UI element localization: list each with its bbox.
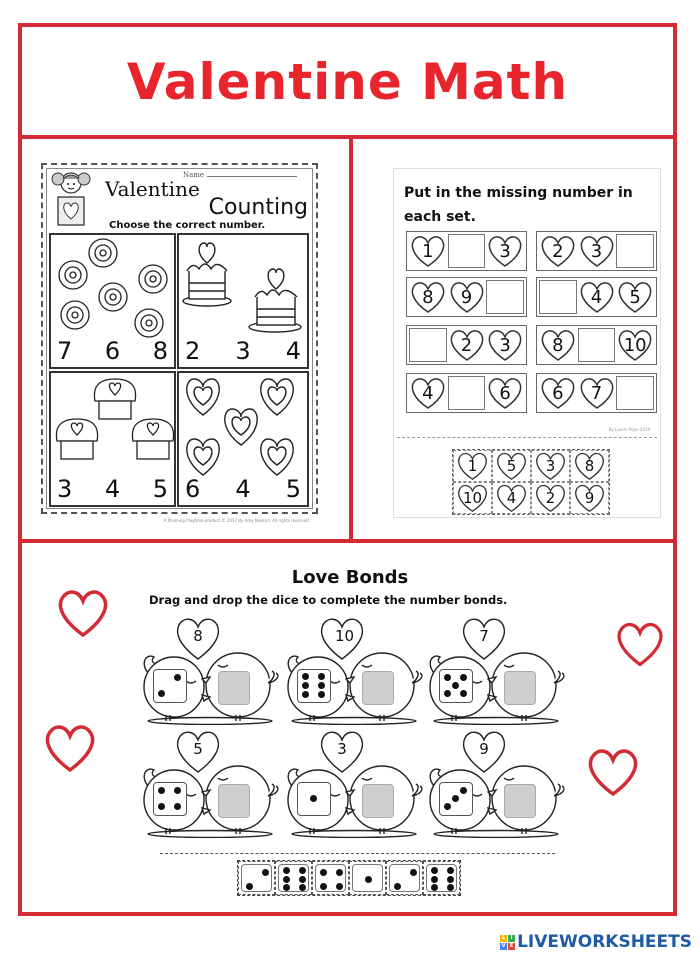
set-number: 8	[422, 286, 434, 308]
given-die	[153, 669, 187, 703]
die-pip	[302, 673, 309, 680]
heart-number	[486, 234, 524, 268]
die-pip	[460, 674, 467, 681]
draggable-number-tile[interactable]	[570, 450, 609, 482]
die-pip	[283, 884, 290, 891]
die-pip	[410, 869, 417, 876]
die-pip	[447, 876, 454, 883]
heart-number	[539, 234, 577, 268]
die-pip	[283, 876, 290, 883]
choice-number[interactable]: 2	[185, 337, 201, 365]
die-pip	[365, 876, 372, 883]
tile-number: 10	[462, 489, 483, 507]
choice-number[interactable]: 4	[235, 475, 251, 503]
number-set	[536, 325, 657, 365]
die-drop-zone[interactable]	[504, 671, 536, 705]
heart-outline-icon	[42, 722, 98, 774]
logo-letter: L	[501, 934, 506, 941]
die-drop-zone[interactable]	[504, 784, 536, 818]
page-title: Valentine Math	[126, 52, 569, 111]
dice-tray	[237, 860, 461, 896]
logo-letter: I	[508, 935, 515, 942]
number-set	[406, 231, 527, 271]
die-face	[426, 864, 457, 892]
bond-total: 5	[193, 740, 203, 758]
die-pip	[158, 803, 165, 810]
choice-number[interactable]: 3	[57, 475, 73, 503]
cut-line	[160, 853, 555, 854]
set-number: 6	[499, 382, 511, 404]
heart-number	[578, 234, 616, 268]
set-number: 8	[552, 334, 564, 356]
choice-number[interactable]: 6	[104, 337, 121, 365]
drop-box[interactable]	[539, 280, 577, 314]
logo-mark-icon	[500, 935, 515, 950]
die-pip	[447, 884, 454, 891]
die-pip	[431, 876, 438, 883]
heart-number	[539, 328, 577, 362]
die-pip	[310, 795, 317, 802]
counting-instruction: Choose the correct number.	[109, 220, 266, 231]
heart-number	[578, 376, 616, 410]
die-face	[278, 864, 309, 892]
number-choices	[179, 475, 307, 503]
given-die	[439, 669, 473, 703]
cupcakes-icon	[51, 373, 178, 478]
die-drop-zone[interactable]	[362, 784, 394, 818]
heart-number	[448, 328, 486, 362]
draggable-die[interactable]	[423, 861, 460, 895]
love-bonds-title: Love Bonds	[291, 567, 409, 588]
choice-number[interactable]: 7	[57, 337, 73, 365]
die-pip	[299, 867, 306, 874]
set-number: 6	[552, 382, 564, 404]
drop-box[interactable]	[448, 234, 486, 268]
die-pip	[460, 690, 467, 697]
choice-number[interactable]: 8	[152, 337, 168, 365]
die-pip	[431, 884, 438, 891]
set-number: 10	[623, 334, 647, 356]
number-bond	[284, 728, 424, 838]
given-die	[297, 669, 331, 703]
bond-total: 10	[335, 627, 355, 645]
draggable-number-tile[interactable]	[492, 482, 531, 514]
cakes-icon	[179, 235, 311, 340]
set-number: 3	[499, 240, 511, 262]
given-die	[439, 782, 473, 816]
set-number: 4	[590, 286, 603, 308]
die-pip	[444, 690, 451, 697]
die-pip	[283, 867, 290, 874]
die-pip	[460, 787, 467, 794]
missing-number-worksheet	[393, 168, 661, 518]
number-bond	[426, 728, 566, 838]
die-face	[241, 864, 272, 892]
die-pip	[444, 803, 451, 810]
die-pip	[444, 674, 451, 681]
bond-total: 3	[337, 740, 347, 758]
number-set	[536, 373, 657, 413]
name-field-label: Name	[183, 171, 297, 179]
heart-number	[486, 328, 524, 362]
tile-number: 1	[467, 457, 478, 475]
copyright-text: A Planning Playtime product © 2017 By Amy Nielson. All rights reserved.	[163, 518, 310, 523]
drop-box[interactable]	[616, 376, 654, 410]
draggable-number-tile[interactable]	[453, 450, 492, 482]
heart-number	[616, 328, 654, 362]
die-drop-zone[interactable]	[218, 784, 250, 818]
tile-number: 4	[506, 489, 517, 507]
die-face	[352, 864, 383, 892]
draggable-die[interactable]	[238, 861, 275, 895]
drop-box[interactable]	[578, 328, 616, 362]
set-number: 5	[629, 286, 641, 308]
worksheet-title-line1: Valentine	[105, 177, 200, 201]
count-cell-cupcakes	[49, 371, 176, 507]
heart-number	[539, 376, 577, 410]
heart-number	[486, 376, 524, 410]
set-number: 3	[499, 334, 511, 356]
heart-number	[409, 234, 447, 268]
drop-box[interactable]	[448, 376, 486, 410]
count-cell-flowers	[49, 233, 176, 369]
draggable-die[interactable]	[312, 861, 349, 895]
drop-box[interactable]	[409, 328, 447, 362]
number-set	[406, 373, 527, 413]
tile-number: 9	[584, 489, 595, 507]
heart-outline-icon	[614, 619, 666, 669]
number-bond	[284, 615, 424, 725]
draggable-number-tile[interactable]	[570, 482, 609, 514]
number-bond	[140, 728, 280, 838]
counting-worksheet	[41, 163, 318, 523]
girl-with-heart-icon	[49, 169, 93, 227]
number-set	[536, 277, 657, 317]
given-die	[297, 782, 331, 816]
die-pip	[336, 883, 343, 890]
die-face	[389, 864, 420, 892]
tile-number: 5	[506, 457, 517, 475]
credit-text: By Laurie Pope 2019	[608, 427, 650, 432]
hearts-icon	[179, 373, 311, 478]
die-drop-zone[interactable]	[362, 671, 394, 705]
die-pip	[394, 883, 401, 890]
die-pip	[320, 869, 327, 876]
choice-number[interactable]: 3	[235, 337, 251, 365]
number-choices	[179, 337, 307, 365]
die-face	[315, 864, 346, 892]
set-number: 2	[460, 334, 473, 356]
bond-total: 7	[479, 627, 489, 645]
brand-name: LIVEWORKSHEETS	[517, 932, 692, 952]
set-number: 7	[590, 382, 603, 404]
die-pip	[246, 883, 253, 890]
draggable-die[interactable]	[349, 861, 386, 895]
die-pip	[318, 673, 325, 680]
die-drop-zone[interactable]	[218, 671, 250, 705]
draggable-number-tile[interactable]	[531, 450, 570, 482]
choice-number[interactable]: 5	[152, 475, 168, 503]
die-pip	[320, 883, 327, 890]
cut-line	[397, 437, 657, 438]
number-bond	[426, 615, 566, 725]
flowers-icon	[51, 235, 178, 340]
tile-number: 8	[584, 457, 595, 475]
drop-box[interactable]	[616, 234, 654, 268]
die-pip	[158, 787, 165, 794]
choice-number[interactable]: 4	[285, 337, 301, 365]
die-pip	[431, 867, 438, 874]
heart-number	[409, 280, 447, 314]
draggable-die[interactable]	[386, 861, 423, 895]
die-pip	[262, 869, 269, 876]
logo-letter: E	[509, 942, 514, 949]
choice-number[interactable]: 5	[285, 475, 301, 503]
liveworksheets-logo[interactable]	[500, 932, 692, 952]
die-pip	[299, 876, 306, 883]
column-divider	[349, 135, 353, 543]
set-number: 2	[552, 240, 564, 262]
die-pip	[174, 787, 181, 794]
die-pip	[452, 795, 459, 802]
number-choices	[51, 475, 174, 503]
draggable-number-tile[interactable]	[453, 482, 492, 514]
given-die	[153, 782, 187, 816]
number-set	[536, 231, 657, 271]
bond-total: 9	[479, 740, 489, 758]
die-pip	[158, 690, 165, 697]
set-number: 9	[460, 286, 473, 308]
die-pip	[302, 682, 309, 689]
number-set	[406, 325, 527, 365]
choice-number[interactable]: 6	[185, 475, 201, 503]
heart-number	[409, 376, 447, 410]
draggable-die[interactable]	[275, 861, 312, 895]
set-number: 1	[422, 240, 434, 262]
choice-number[interactable]: 4	[104, 475, 121, 503]
heart-number	[616, 280, 654, 314]
die-pip	[174, 803, 181, 810]
tile-number: 3	[545, 457, 556, 475]
set-number: 3	[590, 240, 603, 262]
heart-number	[448, 280, 486, 314]
answer-tiles	[452, 449, 610, 515]
worksheet-title-line2: Counting	[208, 195, 308, 220]
die-pip	[318, 682, 325, 689]
heart-outline-icon	[55, 587, 111, 639]
section-divider	[18, 539, 677, 543]
missing-number-instruction: Put in the missing number in each set.	[404, 185, 633, 225]
number-set	[406, 277, 527, 317]
heart-outline-icon	[585, 746, 641, 798]
die-pip	[336, 869, 343, 876]
die-pip	[299, 884, 306, 891]
draggable-number-tile[interactable]	[492, 450, 531, 482]
die-pip	[302, 691, 309, 698]
drop-box[interactable]	[486, 280, 524, 314]
love-bonds-instruction: Drag and drop the dice to complete the number bonds.	[149, 593, 508, 607]
tile-number: 2	[545, 489, 556, 507]
die-pip	[452, 682, 459, 689]
count-cell-cakes	[177, 233, 309, 369]
draggable-number-tile[interactable]	[531, 482, 570, 514]
die-pip	[447, 867, 454, 874]
set-number: 4	[422, 382, 434, 404]
count-cell-hearts	[177, 371, 309, 507]
logo-letter: V	[501, 942, 506, 949]
die-pip	[174, 674, 181, 681]
heart-number	[578, 280, 616, 314]
die-pip	[318, 691, 325, 698]
bond-total: 8	[193, 627, 203, 645]
number-choices	[51, 337, 174, 365]
number-bond	[140, 615, 280, 725]
